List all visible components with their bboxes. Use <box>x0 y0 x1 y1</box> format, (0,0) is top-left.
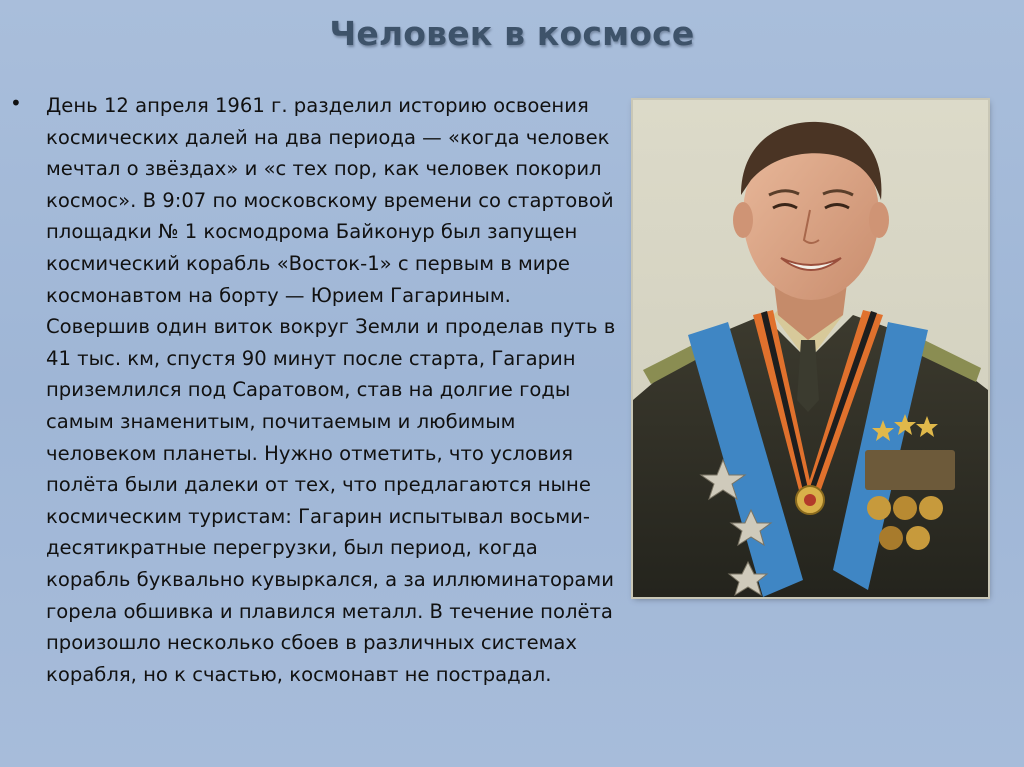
portrait-photo <box>633 100 988 597</box>
body-paragraph: День 12 апреля 1961 г. разделил историю освоения космических далей на два периода — «когда человек мечтал о звёздах» и «с тех пор, как человек покорил космос». В 9:07 по московскому времени со стартовой площадки № 1 космодрома Байконур был запущен космический корабль «Восток-1» с первым в мире космонавтом на борту — Юрием Гагариным. Совершив один виток вокруг Земли и проделав путь в 41 тыс. км, спустя 90 минут после старта, Гагарин приземлился под Саратовом, став на долгие годы самым знаменитым, почитаемым и любимым человеком планеты. Нужно отметить, что условия полёта были далеки от тех, что предлагаются ныне космическим туристам: Гагарин испытывал восьми-десятикратные перегрузки, был период, когда корабль буквально кувыркался, а за иллюминаторами горела обшивка и плавился металл. В течение полёта произошло несколько сбоев в различных системах корабля, но к счастью, космонавт не пострадал. <box>46 94 616 686</box>
portrait-illustration <box>633 100 988 597</box>
slide-title: Человек в космосе <box>329 14 695 53</box>
bullet-marker: • <box>10 91 22 115</box>
